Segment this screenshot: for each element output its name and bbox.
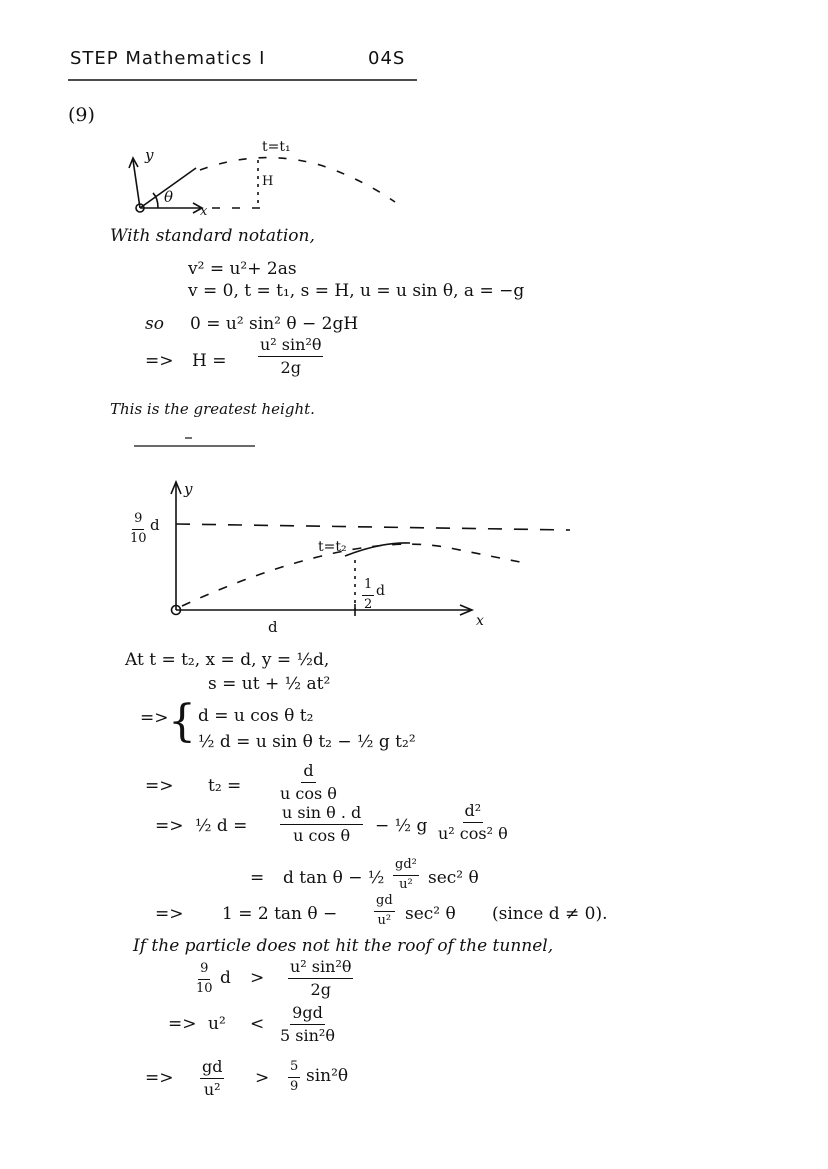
d2-roof-line [176,524,570,530]
ineq1-den: 2g [310,980,331,1000]
ineq1-var: d [220,968,231,988]
implies-1: => [145,351,174,371]
d1-y-label: y [145,146,154,164]
ineq3-den: u² [203,1080,221,1100]
fraction-a-den: u cos θ [293,826,351,846]
d2-half-var: d [376,583,385,599]
half-d-lhs: ½ d = [195,816,248,836]
eq-zero: 0 = u² sin² θ − 2gH [190,314,359,334]
sec-squared-2: sec² θ [405,904,456,924]
system-brace: { [168,696,196,747]
ineq3-rhs-num: 5 [288,1060,300,1078]
t2-lhs: t₂ = [208,776,242,796]
eq-h-den: 2g [280,358,301,378]
eq-h-fraction [258,336,323,378]
ineq3-gt: > [255,1068,270,1088]
implies-5: => [155,904,184,924]
if-line: If the particle does not hit the roof of the tunnel, [133,936,554,956]
eq-v-squared: v² = u²+ 2as [188,259,297,279]
ineq3-fraction [200,1058,224,1100]
d2-y-label: y [184,480,193,498]
t2-fraction [280,762,337,804]
ineq3-num: gd [200,1058,224,1079]
fraction-b-num: d² [463,802,484,823]
conclusion-text: This is the greatest height. [110,400,315,418]
ineq1-lhs-num: 9 [198,962,210,980]
eq-h-lhs: H = [192,351,227,371]
fraction-d-num: gd [374,894,395,912]
ineq1-lhs-fraction [196,962,213,997]
implies-4: => [155,816,184,836]
fraction-b [438,802,508,844]
ineq3-rhs-tail: sin²θ [306,1066,349,1086]
d2-time-label: t=t₂ [318,539,347,555]
d2-roof-den: 10 [130,530,147,546]
d1-y-axis [133,160,140,208]
implies-3: => [145,776,174,796]
implies-6: => [168,1014,197,1034]
ineq1-lhs-den: 10 [196,980,213,996]
minus-half-g: − ½ g [375,816,428,836]
system-eq-1: d = u cos θ t₂ [198,706,314,726]
d1-height-label: H [262,174,274,189]
fraction-c [393,858,419,893]
fraction-d-den: u² [377,912,392,928]
fraction-d [374,894,395,929]
ineq3-rhs-den: 9 [290,1078,299,1094]
d2-roof-num: 9 [132,512,144,530]
d2-d-label: d [268,618,278,636]
eq-h-num: u² sin²θ [258,336,323,357]
so-word: so [145,314,164,334]
header-code: 04S [368,48,406,69]
ineq1-fraction [288,958,353,1000]
d2-roof-fraction [130,512,147,547]
d1-trajectory [200,158,395,202]
d2-half-fraction [362,578,374,613]
one-eq-line: 1 = 2 tan θ − [222,904,338,924]
ineq2-fraction [280,1004,335,1046]
suvat-line: s = ut + ½ at² [208,674,331,694]
d1-angle-label: θ [164,188,174,206]
d2-roof-var: d [150,516,160,534]
ineq2-den: 5 sin²θ [280,1026,335,1046]
eq-conditions: v = 0, t = t₁, s = H, u = u sin θ, a = −g [188,281,525,301]
fraction-b-den: u² cos² θ [438,824,508,844]
d2-x-label: x [476,613,484,629]
since-note: (since d ≠ 0). [492,904,608,924]
d1-time-label: t=t₁ [262,139,291,155]
d1-x-label: x [200,204,208,219]
ineq1-gt: > [250,968,265,988]
fraction-a-num: u sin θ . d [280,804,363,825]
equals-sign: = [250,868,265,888]
t2-num: d [301,762,315,783]
ineq2-num: 9gd [290,1004,325,1025]
fraction-c-den: u² [399,876,413,892]
d2-half-num: 1 [362,578,374,596]
fraction-a [280,804,363,846]
d2-half-den: 2 [364,596,373,612]
implies-7: => [145,1068,174,1088]
ineq2-lt: < [250,1014,265,1034]
ineq3-rhs-fraction [288,1060,300,1095]
t2-den: u cos θ [280,784,337,804]
implies-2: => [140,708,169,728]
at-line: At t = t₂, x = d, y = ½d, [125,650,330,670]
fraction-c-num: gd² [393,858,419,876]
sec-squared-1: sec² θ [428,868,479,888]
intro-text: With standard notation, [110,226,315,246]
header-title: STEP Mathematics I [70,48,266,69]
question-number: (9) [68,104,95,126]
ineq1-num: u² sin²θ [288,958,353,979]
dtan-line: d tan θ − ½ [283,868,385,888]
system-eq-2: ½ d = u sin θ t₂ − ½ g t₂² [198,732,416,752]
u-squared: u² [208,1014,226,1034]
